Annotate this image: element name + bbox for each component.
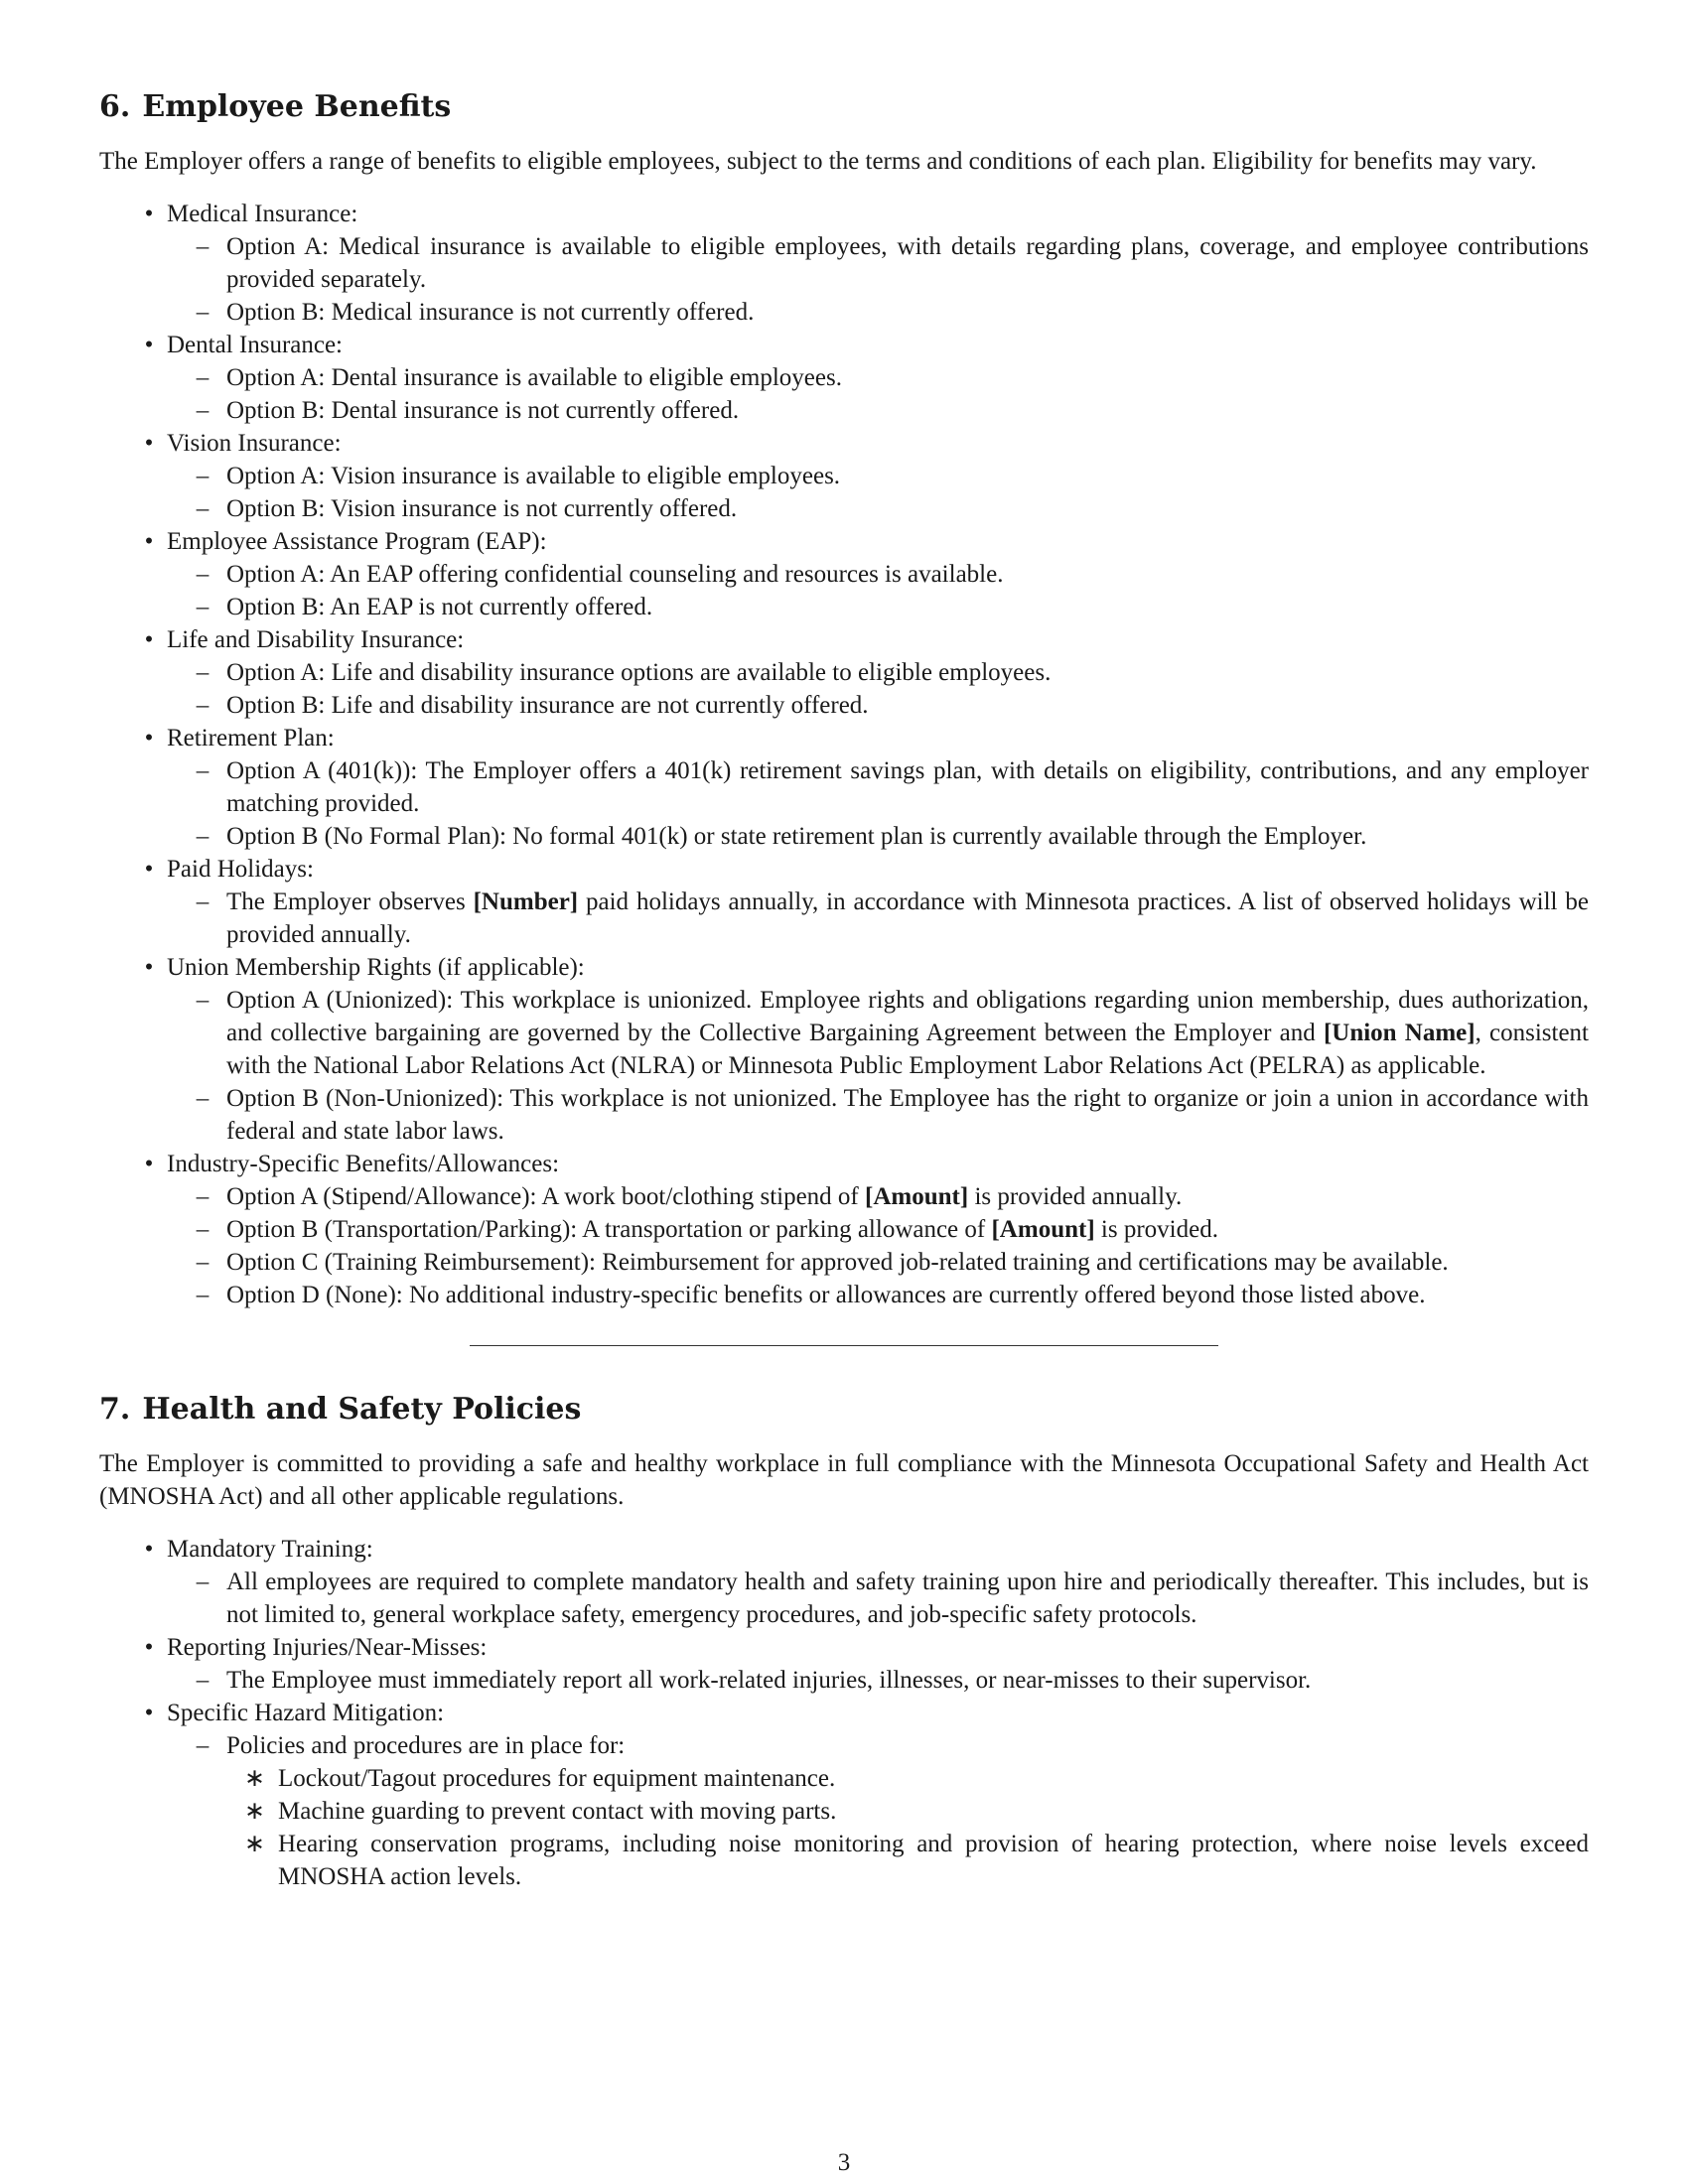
option-item (167, 886, 1589, 951)
hazard-list (226, 1762, 1589, 1893)
safety-label: Mandatory Training: (167, 1536, 373, 1563)
safety-label: Reporting Injuries/Near-Misses: (167, 1634, 488, 1661)
sub-item-text: All employees are required to complete mandatory health and safety training upon hire and periodically thereafter. This includes, but is not limited to, general workplace safety, emergency procedures, and job-specific safety protocols. (226, 1569, 1589, 1628)
option-item (167, 460, 1589, 492)
section-number: 6. (99, 89, 131, 124)
option-item (167, 1279, 1589, 1311)
dash-icon: – (196, 233, 210, 260)
option-item (167, 820, 1589, 853)
placeholder-union-name: [Union Name] (1323, 1020, 1476, 1046)
sub-list (167, 1566, 1589, 1631)
option-item (167, 558, 1589, 591)
bullet-icon: • (144, 626, 154, 653)
hazard-item (226, 1795, 1589, 1828)
placeholder-number: [Number] (473, 888, 579, 915)
option-item (167, 296, 1589, 329)
option-text: Option B: Dental insurance is not currently offered. (226, 397, 740, 424)
option-list (167, 886, 1589, 951)
benefit-label: Paid Holidays: (167, 856, 314, 883)
dash-icon: – (196, 495, 210, 522)
document-page (99, 89, 1589, 1893)
option-item (167, 1213, 1589, 1246)
bullet-icon: • (144, 1634, 154, 1661)
sub-list (167, 1729, 1589, 1893)
section-number: 7. (99, 1392, 131, 1427)
option-item (167, 754, 1589, 820)
hazard-text: Lockout/Tagout procedures for equipment maintenance. (278, 1765, 836, 1792)
dash-icon: – (196, 1249, 210, 1276)
option-text: Option A: Life and disability insurance options are available to eligible employees. (226, 659, 1052, 686)
bullet-icon: • (144, 1151, 154, 1177)
benefits-list (99, 198, 1589, 1311)
dash-icon: – (196, 299, 210, 326)
benefit-label: Employee Assistance Program (EAP): (167, 528, 547, 555)
option-list (167, 361, 1589, 427)
dash-icon: – (196, 1667, 210, 1694)
bullet-icon: • (144, 954, 154, 981)
benefit-item-vision (99, 427, 1589, 525)
option-item (167, 230, 1589, 296)
sub-list (167, 1664, 1589, 1697)
option-item (167, 1246, 1589, 1279)
sub-item-text: The Employee must immediately report all work-related injuries, illnesses, or near-misses to their supervisor. (226, 1667, 1312, 1694)
option-list (167, 460, 1589, 525)
safety-list (99, 1533, 1589, 1893)
option-text: is provided annually. (968, 1183, 1183, 1210)
option-list (167, 656, 1589, 722)
dash-icon: – (196, 397, 210, 424)
safety-item-hazard (99, 1697, 1589, 1893)
option-text: Option A: Dental insurance is available to eligible employees. (226, 364, 842, 391)
dash-icon: – (196, 888, 210, 915)
option-item (167, 656, 1589, 689)
option-text: paid holidays annually, in accordance with Minnesota practices. A list of observed holidays will be provided annually. (226, 888, 1589, 948)
sub-item (167, 1664, 1589, 1697)
option-item (167, 1180, 1589, 1213)
dash-icon: – (196, 987, 210, 1014)
option-list (167, 754, 1589, 853)
dash-icon: – (196, 1569, 210, 1595)
benefit-label: Dental Insurance: (167, 332, 344, 358)
option-text: Option B: Vision insurance is not currently offered. (226, 495, 738, 522)
option-text: Option B (Non-Unionized): This workplace is not unionized. The Employee has the right to organize or join a union in accordance with federal and state labor laws. (226, 1085, 1589, 1145)
option-text: Option B (Transportation/Parking): A transportation or parking allowance of (226, 1216, 992, 1243)
benefit-item-dental (99, 329, 1589, 427)
option-text: Option A (401(k)): The Employer offers a 401(k) retirement savings plan, with details on eligibility, contributions, and any employer matching provided. (226, 757, 1589, 817)
safety-label: Specific Hazard Mitigation: (167, 1700, 445, 1726)
option-item (167, 492, 1589, 525)
dash-icon: – (196, 463, 210, 489)
dash-icon: – (196, 823, 210, 850)
benefit-item-industry (99, 1148, 1589, 1311)
option-text: Option B: Life and disability insurance are not currently offered. (226, 692, 869, 719)
option-text: Option A: An EAP offering confidential counseling and resources is available. (226, 561, 1004, 588)
bullet-icon: • (144, 1536, 154, 1563)
safety-item-reporting (99, 1631, 1589, 1697)
section-7-intro: The Employer is committed to providing a safe and healthy workplace in full compliance with the Minnesota Occupational Safety and Health Act (MNOSHA Act) and all other applicable regulations. (99, 1450, 1589, 1510)
bullet-icon: • (144, 1700, 154, 1726)
hazard-text: Hearing conservation programs, including noise monitoring and provision of hearing protection, where noise levels exceed MNOSHA action levels. (278, 1831, 1589, 1890)
dash-icon: – (196, 757, 210, 784)
bullet-icon: • (144, 430, 154, 457)
option-list (167, 230, 1589, 329)
benefit-item-medical (99, 198, 1589, 329)
placeholder-amount: [Amount] (991, 1216, 1095, 1243)
option-list (167, 1180, 1589, 1311)
hazard-item (226, 1762, 1589, 1795)
option-text: The Employer observes (226, 888, 474, 915)
dash-icon: – (196, 1216, 210, 1243)
dash-icon: – (196, 1282, 210, 1308)
sub-item (167, 1566, 1589, 1631)
option-text: is provided. (1094, 1216, 1218, 1243)
benefit-label: Union Membership Rights (if applicable): (167, 954, 585, 981)
option-text: Option A (Stipend/Allowance): A work boot/clothing stipend of (226, 1183, 866, 1210)
option-text: Option D (None): No additional industry-specific benefits or allowances are currently offered beyond those listed above. (226, 1282, 1426, 1308)
dash-icon: – (196, 594, 210, 620)
benefit-label: Life and Disability Insurance: (167, 626, 465, 653)
option-text: Option B (No Formal Plan): No formal 401(k) or state retirement plan is currently available through the Employer. (226, 823, 1367, 850)
benefit-item-paid-holidays (99, 853, 1589, 951)
option-text: , consistent with the National Labor Relations Act (NLRA) or Minnesota Public Employment Labor Relations Act (PELRA) as applicable. (226, 1020, 1589, 1079)
benefit-label: Vision Insurance: (167, 430, 342, 457)
dash-icon: – (196, 1732, 210, 1759)
section-7-heading (99, 1392, 1589, 1428)
option-list (167, 984, 1589, 1148)
benefit-label: Retirement Plan: (167, 725, 335, 751)
dash-icon: – (196, 561, 210, 588)
section-6-intro: The Employer offers a range of benefits to eligible employees, subject to the terms and conditions of each plan. Eligibility for benefits may vary. (99, 148, 1537, 175)
benefit-item-life-disability (99, 623, 1589, 722)
section-divider (470, 1345, 1218, 1346)
bullet-icon: • (144, 725, 154, 751)
dash-icon: – (196, 1085, 210, 1112)
option-item (167, 689, 1589, 722)
dash-icon: – (196, 692, 210, 719)
dash-icon: – (196, 364, 210, 391)
safety-item-training (99, 1533, 1589, 1631)
hazard-item (226, 1828, 1589, 1893)
hazard-text: Machine guarding to prevent contact with moving parts. (278, 1798, 837, 1825)
placeholder-amount: [Amount] (865, 1183, 969, 1210)
bullet-icon: • (144, 856, 154, 883)
option-text: Option B: An EAP is not currently offered. (226, 594, 653, 620)
bullet-icon: • (144, 332, 154, 358)
option-text: Option B: Medical insurance is not currently offered. (226, 299, 755, 326)
dash-icon: – (196, 659, 210, 686)
option-item (167, 591, 1589, 623)
dash-icon: – (196, 1183, 210, 1210)
sub-item-text: Policies and procedures are in place for: (226, 1732, 626, 1759)
asterisk-icon: ∗ (244, 1831, 265, 1857)
benefit-label: Industry-Specific Benefits/Allowances: (167, 1151, 560, 1177)
benefit-label: Medical Insurance: (167, 201, 358, 227)
option-text: Option A: Vision insurance is available to eligible employees. (226, 463, 841, 489)
sub-item (167, 1729, 1589, 1893)
asterisk-icon: ∗ (244, 1798, 265, 1825)
option-item (167, 394, 1589, 427)
benefit-item-retirement (99, 722, 1589, 853)
benefit-item-union (99, 951, 1589, 1148)
section-6-heading (99, 89, 1589, 125)
option-text: Option C (Training Reimbursement): Reimbursement for approved job-related training and certifications may be available. (226, 1249, 1449, 1276)
benefit-item-eap (99, 525, 1589, 623)
bullet-icon: • (144, 528, 154, 555)
page-number: 3 (837, 2149, 851, 2176)
option-item (167, 984, 1589, 1082)
option-item (167, 1082, 1589, 1148)
option-text: Option A (Unionized): This workplace is unionized. Employee rights and obligations regarding union membership, dues authorization, and collective bargaining are governed by the Collective Bargaining Agreement between the Employer and (226, 987, 1589, 1046)
section-title: Health and Safety Policies (142, 1392, 582, 1427)
option-text: Option A: Medical insurance is available to eligible employees, with details regarding plans, coverage, and employee contributions provided separately. (226, 233, 1589, 293)
option-item (167, 361, 1589, 394)
section-title: Employee Benefits (142, 89, 452, 124)
option-list (167, 558, 1589, 623)
asterisk-icon: ∗ (244, 1765, 265, 1792)
bullet-icon: • (144, 201, 154, 227)
